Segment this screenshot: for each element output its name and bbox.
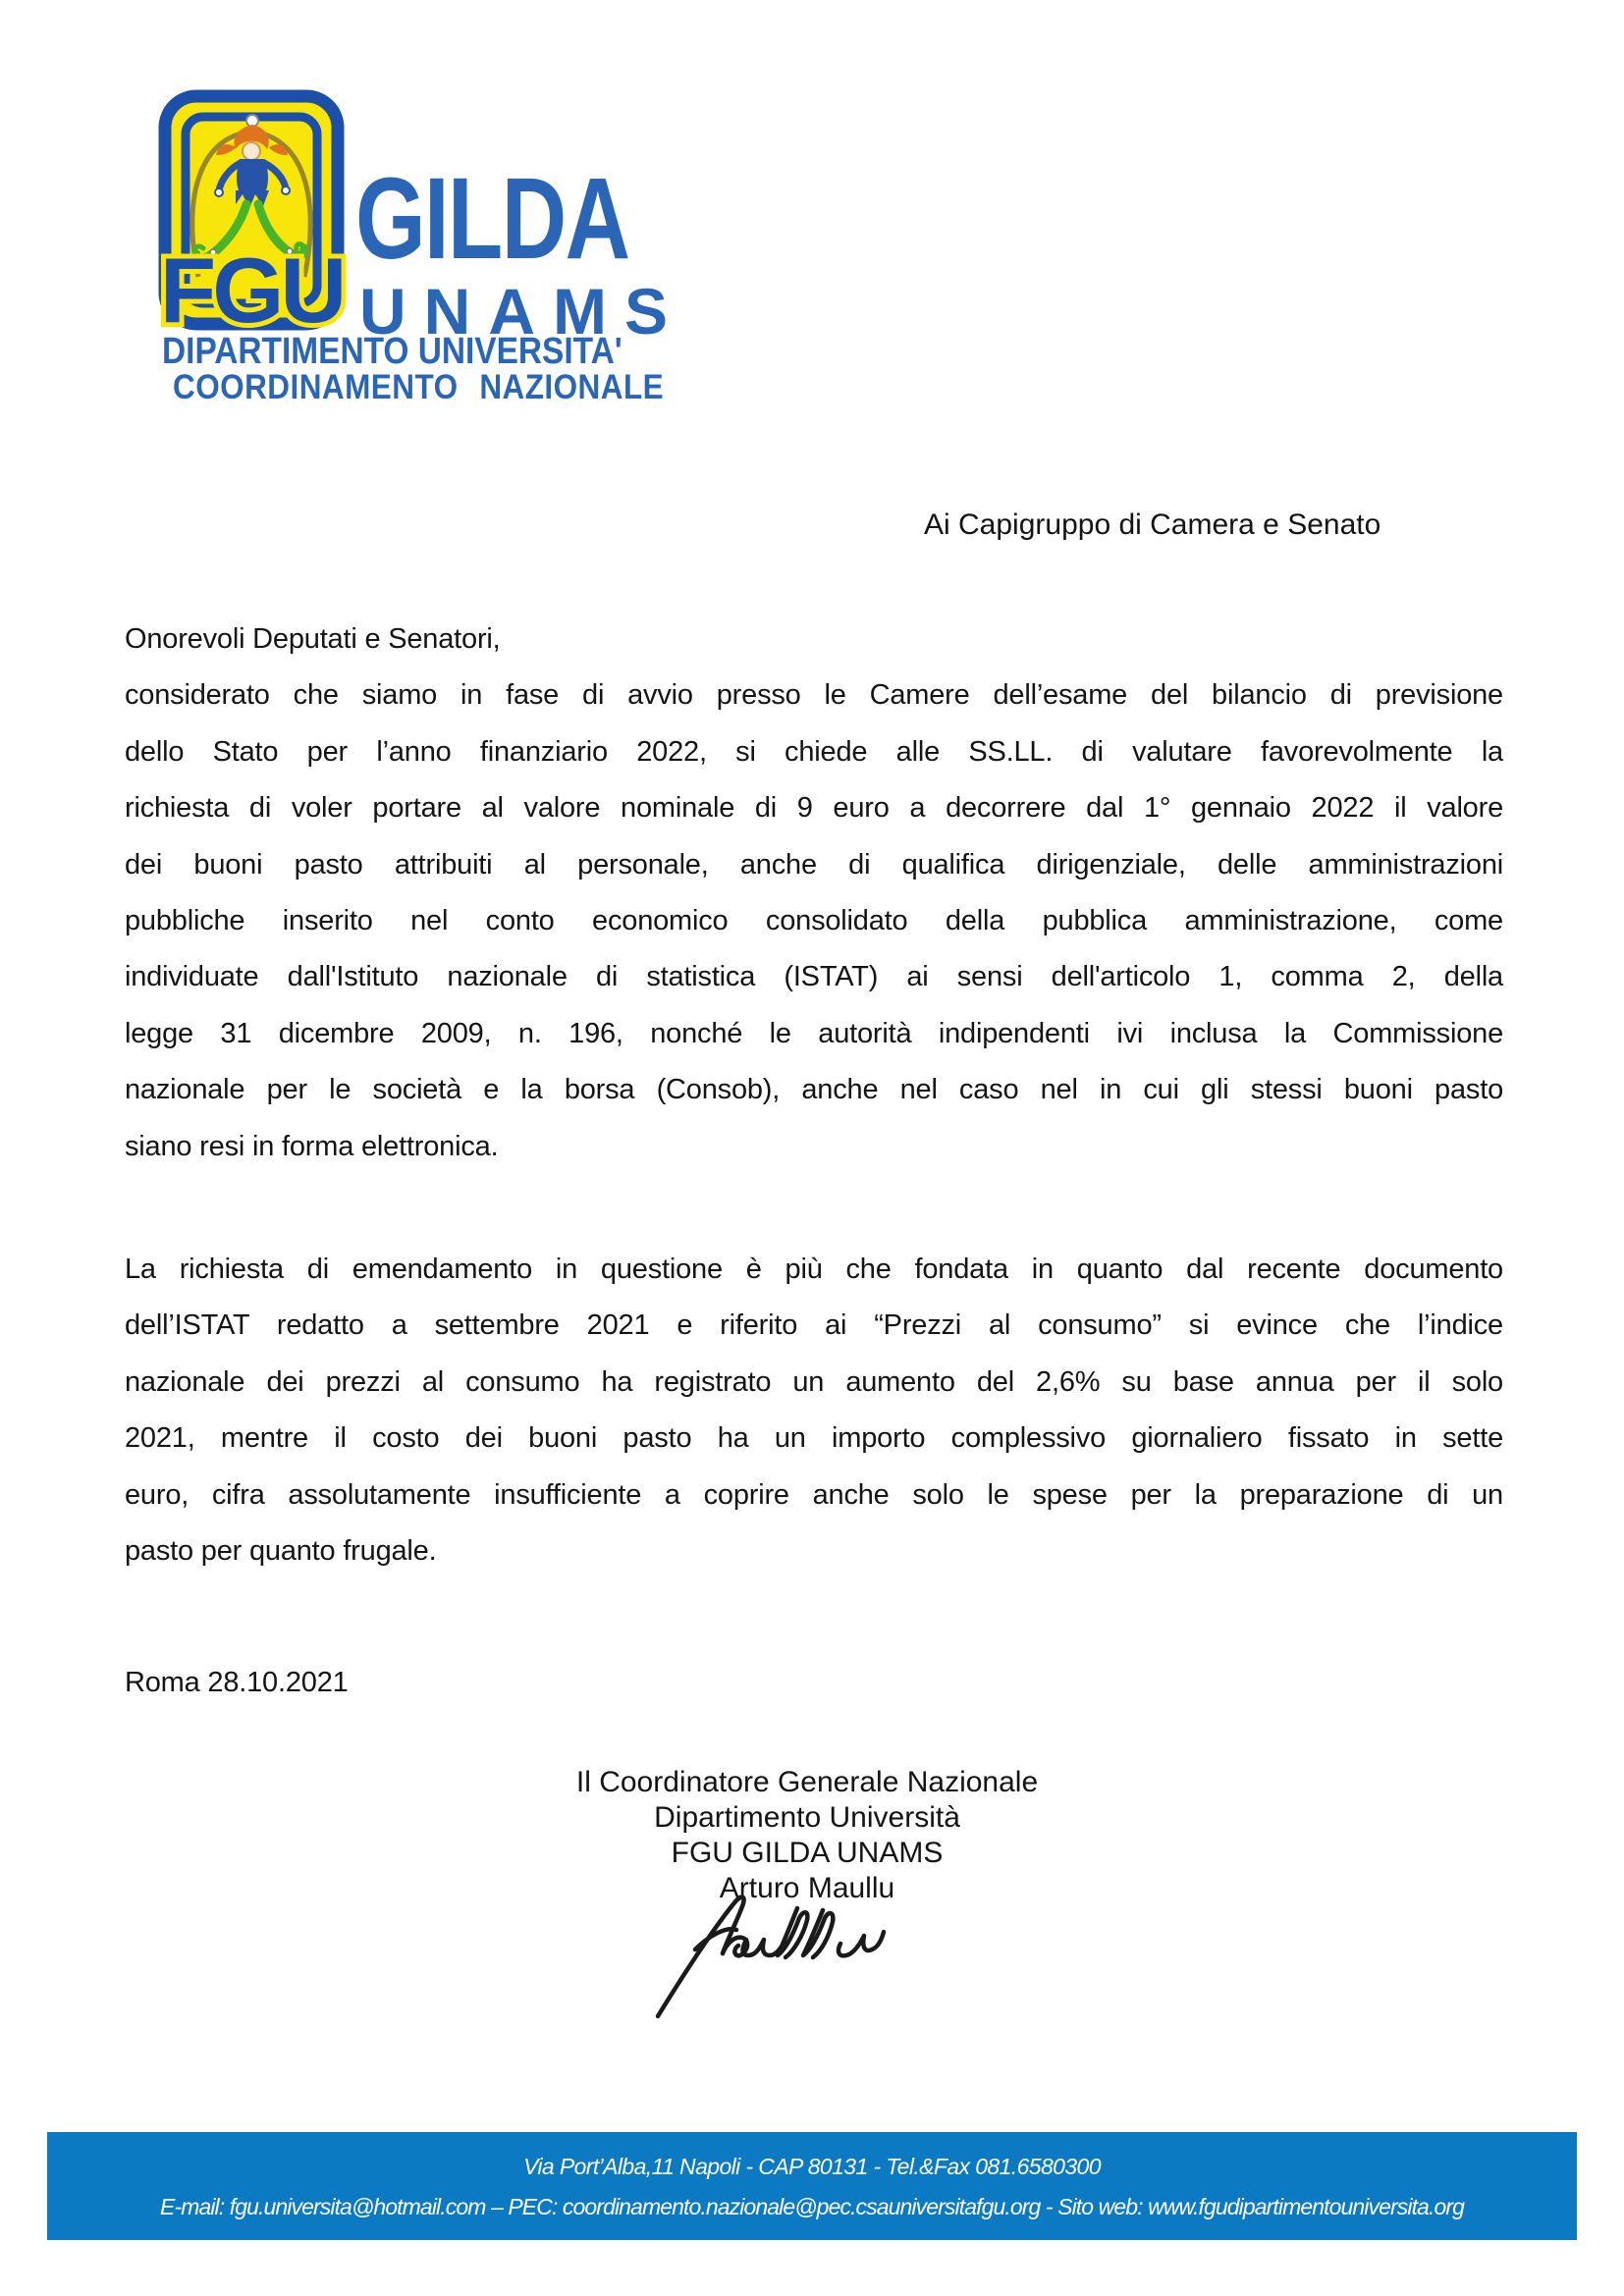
body-line: richiesta di voler portare al valore nominale di 9 euro a decorrere dal 1° gennaio 2022 il valore bbox=[125, 792, 1503, 825]
addressee-line: Ai Capigruppo di Camera e Senato bbox=[924, 508, 1381, 541]
dipartimento-line: DIPARTIMENTO UNIVERSITA' bbox=[162, 331, 623, 372]
body-line: nazionale dei prezzi al consumo ha registrato un aumento del 2,6% su base annua per il solo bbox=[125, 1365, 1503, 1398]
paragraph-p2 bbox=[125, 1242, 1503, 1579]
body-line: 2021, mentre il costo dei buoni pasto ha un importo complessivo giornaliero fissato in sette bbox=[125, 1422, 1503, 1455]
coordinamento-line: COORDINAMENTO NAZIONALE bbox=[173, 368, 665, 406]
body-line: dell’ISTAT redatto a settembre 2021 e riferito ai “Prezzi al consumo” si evince che l’indice bbox=[125, 1309, 1503, 1342]
letter-body bbox=[125, 612, 1503, 1711]
body-line: pasto per quanto frugale. bbox=[125, 1535, 437, 1568]
signature-line: Il Coordinatore Generale Nazionale bbox=[575, 1766, 1039, 1798]
body-line: siano resi in forma elettronica. bbox=[125, 1130, 499, 1162]
body-line: La richiesta di emendamento in questione è più che fondata in quanto dal recente documento bbox=[125, 1254, 1503, 1286]
body-line: dello Stato per l’anno finanziario 2022, si chiede alle SS.LL. di valutare favorevolmente la bbox=[125, 735, 1503, 768]
body-line: Onorevoli Deputati e Senatori, bbox=[125, 623, 501, 655]
footer-address-line: Via Port’Alba,11 Napoli - CAP 80131 - Tel.&Fax 081.6580300 bbox=[523, 2154, 1101, 2179]
body-line: individuate dall'Istituto nazionale di statistica (ISTAT) ai sensi dell'articolo 1, comma 2, della bbox=[125, 961, 1503, 993]
footer-band bbox=[47, 2132, 1577, 2240]
signature-line: Arturo Maullu bbox=[719, 1872, 895, 1904]
handwritten-signature bbox=[640, 1887, 895, 2024]
paragraph-salutation bbox=[125, 612, 1503, 667]
body-line: Roma 28.10.2021 bbox=[125, 1666, 349, 1698]
signature-line: Dipartimento Università bbox=[654, 1801, 960, 1834]
letterhead-logo bbox=[157, 88, 707, 422]
body-line: legge 31 dicembre 2009, n. 196, nonché le autorità indipendenti ivi inclusa la Commissione bbox=[125, 1017, 1503, 1049]
paragraph-date bbox=[125, 1655, 1503, 1711]
gilda-wordmark: GILDA bbox=[355, 154, 629, 284]
signature-block bbox=[513, 1765, 1102, 1906]
unams-wordmark: UNAMS bbox=[359, 275, 685, 347]
body-line: nazionale per le società e la borsa (Consob), anche nel caso nel in cui gli stessi buoni pasto bbox=[125, 1074, 1503, 1106]
fgu-wordmark: FGU bbox=[159, 239, 344, 342]
signature-line: FGU GILDA UNAMS bbox=[671, 1837, 944, 1869]
footer-contacts-line: E-mail: fgu.universita@hotmail.com – PEC: coordinamento.nazionale@pec.csauniversitafgu.org - Sito web: www.fgudipartimentouniversita.org bbox=[160, 2194, 1464, 2219]
body-line: pubbliche inserito nel conto economico consolidato della pubblica amministrazione, come bbox=[125, 905, 1503, 937]
body-line: considerato che siamo in fase di avvio presso le Camere dell’esame del bilancio di previsione bbox=[125, 679, 1503, 712]
body-line: dei buoni pasto attribuiti al personale, anche di qualifica dirigenziale, delle amministrazioni bbox=[125, 848, 1503, 881]
body-line: euro, cifra assolutamente insufficiente a coprire anche solo le spese per la preparazione di un bbox=[125, 1478, 1503, 1511]
fgu-badge bbox=[157, 88, 353, 344]
paragraph-p1 bbox=[125, 667, 1503, 1175]
